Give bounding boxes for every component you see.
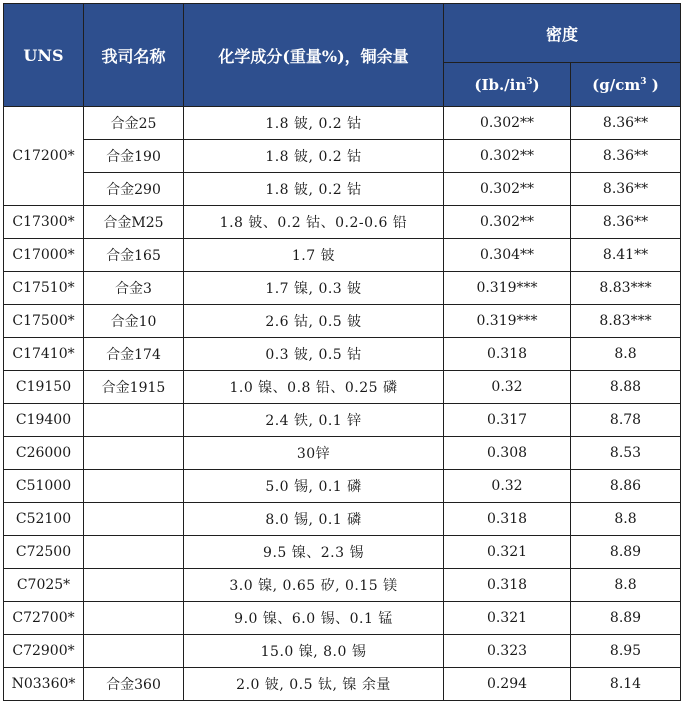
cell-company-name [84, 404, 184, 437]
cell-uns: C72700* [4, 602, 84, 635]
cell-density-g-cm3: 8.89 [571, 602, 681, 635]
cell-density-lb-in3: 0.302** [444, 107, 571, 140]
table-row [4, 602, 681, 635]
cell-density-g-cm3: 8.83*** [571, 272, 681, 305]
cell-company-name: 合金190 [84, 140, 184, 173]
cell-company-name: 合金174 [84, 338, 184, 371]
table-row [4, 470, 681, 503]
cell-uns: C51000 [4, 470, 84, 503]
cell-density-g-cm3: 8.86 [571, 470, 681, 503]
header-chemical-composition: 化学成分(重量%)，铜余量 [184, 4, 444, 107]
cell-company-name [84, 503, 184, 536]
cell-uns: C17410* [4, 338, 84, 371]
cell-density-lb-in3: 0.323 [444, 635, 571, 668]
cell-chemical-composition: 1.8 铍, 0.2 钴 [184, 173, 444, 206]
cell-uns: C52100 [4, 503, 84, 536]
cell-company-name: 合金25 [84, 107, 184, 140]
cell-density-g-cm3: 8.83*** [571, 305, 681, 338]
cell-uns: C17510* [4, 272, 84, 305]
cell-company-name [84, 437, 184, 470]
cell-company-name: 合金M25 [84, 206, 184, 239]
table-row [4, 404, 681, 437]
table-body [4, 107, 681, 701]
cell-chemical-composition: 2.4 铁, 0.1 锌 [184, 404, 444, 437]
table-row [4, 668, 681, 701]
cell-density-lb-in3: 0.304** [444, 239, 571, 272]
cell-company-name: 合金3 [84, 272, 184, 305]
cell-company-name [84, 470, 184, 503]
table-row [4, 371, 681, 404]
cell-density-g-cm3: 8.8 [571, 338, 681, 371]
cell-density-lb-in3: 0.319*** [444, 305, 571, 338]
cell-chemical-composition: 1.7 镍, 0.3 铍 [184, 272, 444, 305]
cell-density-lb-in3: 0.294 [444, 668, 571, 701]
cell-density-g-cm3: 8.53 [571, 437, 681, 470]
cell-density-g-cm3: 8.89 [571, 536, 681, 569]
cell-density-g-cm3: 8.8 [571, 569, 681, 602]
cell-company-name [84, 602, 184, 635]
header-unit-lb-in3: $(Ib./in^3)$ [444, 63, 571, 107]
cell-density-g-cm3: 8.88 [571, 371, 681, 404]
cell-chemical-composition: 1.0 镍、0.8 铅、0.25 磷 [184, 371, 444, 404]
cell-uns: C17500* [4, 305, 84, 338]
cell-uns: C72500 [4, 536, 84, 569]
cell-uns: C72900* [4, 635, 84, 668]
cell-density-lb-in3: 0.302** [444, 173, 571, 206]
cell-uns: C26000 [4, 437, 84, 470]
cell-chemical-composition: 1.8 铍, 0.2 钴 [184, 140, 444, 173]
cell-density-lb-in3: 0.308 [444, 437, 571, 470]
cell-company-name: 合金360 [84, 668, 184, 701]
cell-density-g-cm3: 8.36** [571, 140, 681, 173]
table-header [4, 4, 681, 107]
cell-density-lb-in3: 0.302** [444, 140, 571, 173]
cell-chemical-composition: 9.0 镍、6.0 锡、0.1 锰 [184, 602, 444, 635]
cell-density-lb-in3: 0.318 [444, 569, 571, 602]
cell-density-lb-in3: 0.317 [444, 404, 571, 437]
cell-density-lb-in3: 0.321 [444, 536, 571, 569]
table-row [4, 107, 681, 140]
cell-company-name: 合金290 [84, 173, 184, 206]
cell-chemical-composition: 30锌 [184, 437, 444, 470]
cell-uns: C17200* [4, 107, 84, 206]
cell-chemical-composition: 2.0 铍, 0.5 钛, 镍 余量 [184, 668, 444, 701]
table-row [4, 305, 681, 338]
cell-chemical-composition: 5.0 锡, 0.1 磷 [184, 470, 444, 503]
table-row [4, 239, 681, 272]
cell-company-name [84, 635, 184, 668]
cell-density-lb-in3: 0.321 [444, 602, 571, 635]
table-row [4, 338, 681, 371]
cell-density-lb-in3: 0.318 [444, 503, 571, 536]
cell-chemical-composition: 0.3 铍, 0.5 钴 [184, 338, 444, 371]
cell-chemical-composition: 15.0 镍, 8.0 锡 [184, 635, 444, 668]
header-uns: UNS [4, 4, 84, 107]
cell-uns: C19150 [4, 371, 84, 404]
cell-density-g-cm3: 8.14 [571, 668, 681, 701]
cell-density-g-cm3: 8.95 [571, 635, 681, 668]
cell-chemical-composition: 1.7 铍 [184, 239, 444, 272]
table-row [4, 503, 681, 536]
cell-density-g-cm3: 8.36** [571, 206, 681, 239]
cell-chemical-composition: 3.0 镍, 0.65 矽, 0.15 镁 [184, 569, 444, 602]
table-row [4, 140, 681, 173]
cell-chemical-composition: 8.0 锡, 0.1 磷 [184, 503, 444, 536]
table-row [4, 173, 681, 206]
cell-density-g-cm3: 8.8 [571, 503, 681, 536]
cell-company-name: 合金1915 [84, 371, 184, 404]
cell-density-lb-in3: 0.302** [444, 206, 571, 239]
cell-uns: C17300* [4, 206, 84, 239]
table-row [4, 206, 681, 239]
cell-company-name [84, 536, 184, 569]
cell-uns: C7025* [4, 569, 84, 602]
cell-chemical-composition: 1.8 铍、0.2 钴、0.2-0.6 铅 [184, 206, 444, 239]
cell-density-g-cm3: 8.78 [571, 404, 681, 437]
cell-density-g-cm3: 8.36** [571, 107, 681, 140]
table-row [4, 635, 681, 668]
cell-company-name: 合金10 [84, 305, 184, 338]
cell-density-lb-in3: 0.319*** [444, 272, 571, 305]
table-row [4, 437, 681, 470]
header-company-name: 我司名称 [84, 4, 184, 107]
cell-uns: N03360* [4, 668, 84, 701]
cell-density-lb-in3: 0.32 [444, 371, 571, 404]
cell-chemical-composition: 1.8 铍, 0.2 钴 [184, 107, 444, 140]
cell-density-g-cm3: 8.41** [571, 239, 681, 272]
cell-density-lb-in3: 0.32 [444, 470, 571, 503]
cell-density-g-cm3: 8.36** [571, 173, 681, 206]
header-density: 密度 [444, 4, 681, 63]
cell-chemical-composition: 2.6 钴, 0.5 铍 [184, 305, 444, 338]
cell-chemical-composition: 9.5 镍、2.3 锡 [184, 536, 444, 569]
cell-density-lb-in3: 0.318 [444, 338, 571, 371]
alloy-density-table [3, 3, 681, 701]
header-unit-g-cm3: ($g/cm^3$ ) [571, 63, 681, 107]
cell-company-name: 合金165 [84, 239, 184, 272]
table-row [4, 569, 681, 602]
table-row [4, 536, 681, 569]
cell-company-name [84, 569, 184, 602]
cell-uns: C19400 [4, 404, 84, 437]
cell-uns: C17000* [4, 239, 84, 272]
table-row [4, 272, 681, 305]
